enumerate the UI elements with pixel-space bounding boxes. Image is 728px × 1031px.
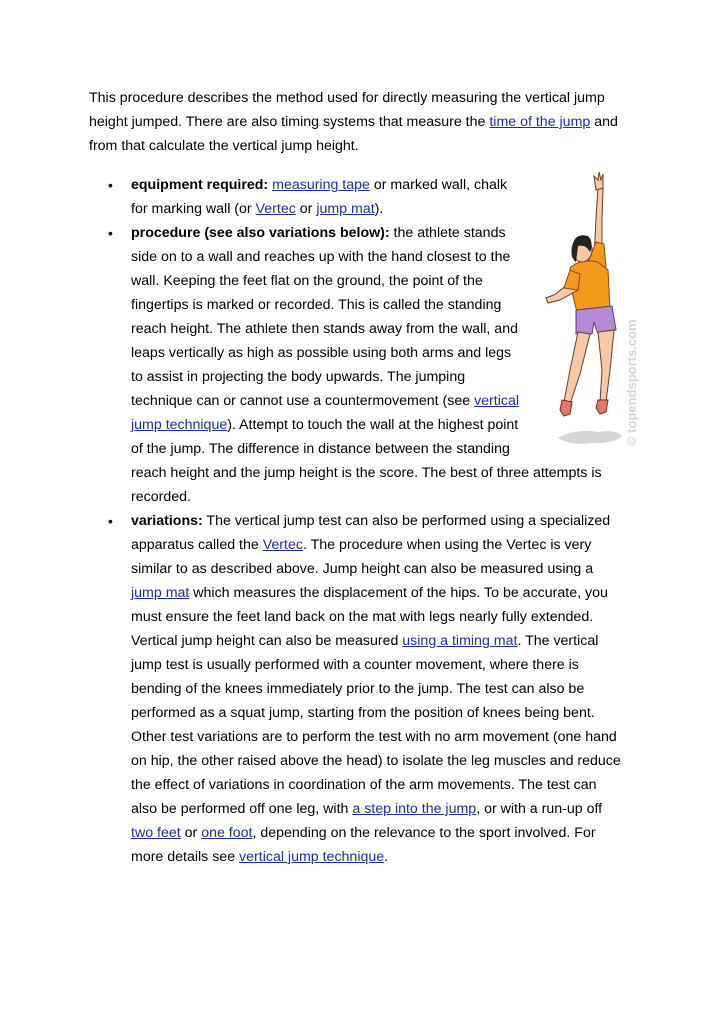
procedure-heading: procedure (see also variations below):: [131, 225, 390, 241]
item-line: [131, 821, 649, 845]
item-text: apparatus called the: [131, 537, 263, 553]
item-line: Other test variations are to perform the test with no arm movement (one hand: [131, 729, 617, 745]
item-text: , depending on the relevance to the sport involved. For: [252, 825, 596, 841]
item-line: reach height. The athlete then stands away from the wall, and: [131, 321, 518, 337]
item-text: or: [180, 825, 202, 841]
item-text: ). Attempt to touch the wall at the highest point: [227, 417, 519, 433]
item-text: more details see: [131, 849, 240, 865]
one-foot-link[interactable]: one foot: [201, 825, 253, 841]
timing-mat-link[interactable]: using a timing mat: [402, 633, 518, 649]
item-line: leaps vertically as high as possible using both arms and legs: [131, 345, 512, 361]
item-line: [131, 629, 649, 653]
intro-text: and: [590, 114, 618, 130]
vertical-jump-technique-link[interactable]: vertical jump technique: [239, 849, 385, 865]
list-item-variations: [89, 509, 649, 869]
bullet-icon: •: [108, 177, 113, 193]
intro-text: height jumped. There are also timing systems that measure the: [89, 114, 490, 130]
intro-line: from that calculate the vertical jump height.: [89, 138, 359, 154]
item-line: must ensure the feet land back on the mat with legs nearly fully extended.: [131, 609, 594, 625]
intro-line: [89, 110, 649, 134]
item-text: , or with a run-up off: [476, 801, 603, 817]
item-line: reach height and the jump height is the score. The best of three attempts is: [131, 465, 602, 481]
item-line: wall. Keeping the feet flat on the ground, the point of the: [131, 273, 483, 289]
vertical-jump-technique-link[interactable]: jump technique: [131, 417, 228, 433]
item-line: bending of the knees immediately prior to the jump. The test can also be: [131, 681, 585, 697]
item-line: of the jump. The difference in distance between the standing: [131, 441, 510, 457]
measuring-tape-link[interactable]: measuring tape: [272, 177, 370, 193]
item-line: jump test is usually performed with a counter movement, where there is: [131, 657, 579, 673]
item-text: Vertical jump height can also be measured: [131, 633, 403, 649]
item-text: or: [295, 201, 317, 217]
right-shoe: [596, 400, 608, 414]
bullet-icon: •: [108, 513, 113, 529]
item-text: technique can or cannot use a countermovement (see: [131, 393, 475, 409]
item-line: [131, 845, 649, 869]
variations-heading: variations:: [131, 513, 203, 529]
step-into-jump-link[interactable]: a step into the jump: [352, 801, 477, 817]
item-line: the effect of variations in coordination of the arm movements. The test can: [131, 777, 597, 793]
vertec-link[interactable]: Vertec: [255, 201, 296, 217]
jump-mat-link[interactable]: jump mat: [131, 585, 190, 601]
item-line: similar to as described above. Jump height can also be measured using a: [131, 561, 594, 577]
item-line: to assist in projecting the body upwards. The jumping: [131, 369, 466, 385]
item-text: ).: [374, 201, 384, 217]
item-line: [131, 581, 649, 605]
topendsports-watermark: [610, 290, 650, 450]
vertec-link[interactable]: Vertec: [262, 537, 303, 553]
item-text: . The vertical: [517, 633, 599, 649]
two-feet-link[interactable]: two feet: [131, 825, 181, 841]
jump-mat-link[interactable]: jump mat: [316, 201, 375, 217]
vertical-jump-technique-link[interactable]: vertical: [474, 393, 520, 409]
item-line: side on to a wall and reaches up with the hand closest to the: [131, 249, 511, 265]
item-text: The vertical jump test can also be performed using a specialized: [202, 513, 611, 529]
item-line: [131, 797, 649, 821]
item-line: [131, 509, 649, 533]
item-text: the athlete stands: [389, 225, 506, 241]
item-line: on hip, the other raised above the head) to isolate the leg muscles and reduce: [131, 753, 621, 769]
shirt-sleeve: [564, 270, 580, 290]
item-text: also be performed off one leg, with: [131, 801, 353, 817]
item-line: fingertips is marked or recorded. This is called the standing: [131, 297, 502, 313]
item-text: or marked wall, chalk: [369, 177, 508, 193]
time-of-the-jump-link[interactable]: time of the jump: [489, 114, 591, 130]
equipment-heading: equipment required:: [131, 177, 269, 193]
item-text: for marking wall (or: [131, 201, 256, 217]
item-line: recorded.: [131, 489, 191, 505]
left-leg: [564, 332, 590, 404]
item-line: performed as a squat jump, starting from the position of knees being bent.: [131, 705, 595, 721]
hand: [594, 172, 603, 190]
item-line: [131, 533, 649, 557]
bullet-icon: •: [108, 225, 113, 241]
watermark-text: © topendsports.com: [624, 319, 639, 446]
intro-paragraph: [89, 86, 649, 158]
left-shoe: [560, 400, 572, 416]
item-text: . The procedure when using the Vertec is very: [302, 537, 592, 553]
item-text: .: [384, 849, 389, 865]
item-text: which measures the displacement of the hips. To be accurate, you: [189, 585, 608, 601]
intro-line: This procedure describes the method used for directly measuring the vertical jump: [89, 90, 605, 106]
